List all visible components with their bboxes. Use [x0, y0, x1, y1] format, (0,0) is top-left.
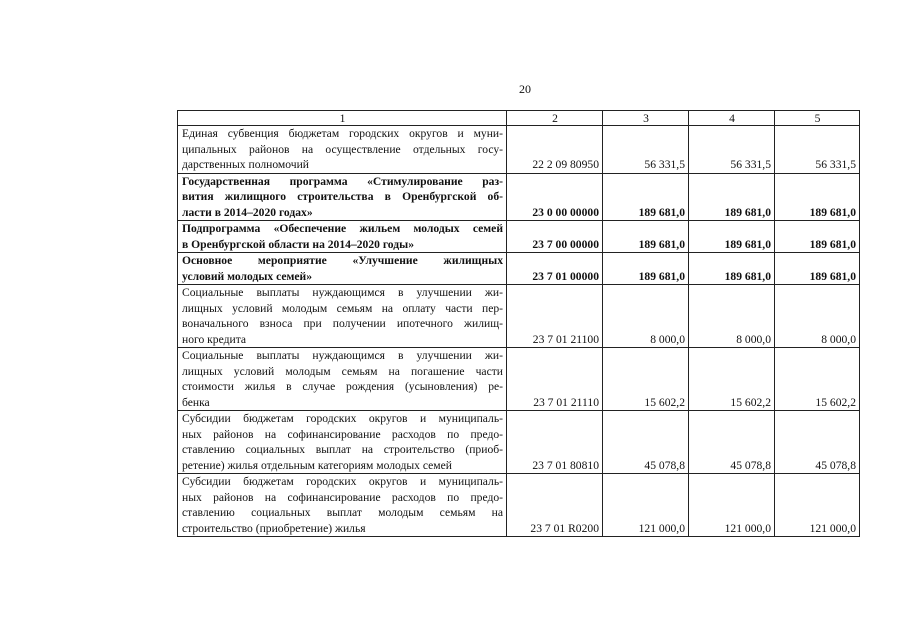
table-header-row [178, 111, 860, 126]
row-name-line: бенка [182, 395, 210, 409]
table-row [178, 348, 860, 411]
row-name-cell [178, 348, 507, 411]
header-col-4: 4 [689, 111, 775, 126]
row-value-col-3: 8 000,0 [603, 285, 689, 348]
row-name-line: Основное мероприятие «Улучшение жилищных [182, 254, 503, 267]
row-code-cell: 23 7 00 00000 [507, 221, 603, 253]
header-col-1: 1 [178, 111, 507, 126]
row-value-col-5: 15 602,2 [775, 348, 860, 411]
row-name-line: Единая субвенция бюджетам городских округов и муни- [182, 127, 503, 140]
row-name-line: вития жилищного строительства в Оренбургской об- [182, 190, 503, 203]
row-value-col-3: 189 681,0 [603, 253, 689, 285]
row-name-line: ласти в 2014–2020 годах» [182, 205, 313, 219]
row-name-line: лищных условий молодым семьям на погашение части [182, 364, 503, 378]
row-value-col-4: 189 681,0 [689, 253, 775, 285]
row-value-col-5: 45 078,8 [775, 411, 860, 474]
table-row [178, 285, 860, 348]
row-value-col-5: 56 331,5 [775, 126, 860, 174]
row-value-col-3: 121 000,0 [603, 474, 689, 537]
budget-table-body [178, 111, 860, 537]
row-name-line: строительство (приобретение) жилья [182, 521, 366, 535]
row-code-cell: 23 0 00 00000 [507, 173, 603, 221]
row-value-col-5: 189 681,0 [775, 221, 860, 253]
row-value-col-4: 45 078,8 [689, 411, 775, 474]
row-value-col-4: 189 681,0 [689, 221, 775, 253]
row-value-col-4: 189 681,0 [689, 173, 775, 221]
row-name-line: ного кредита [182, 332, 247, 346]
row-value-col-3: 189 681,0 [603, 173, 689, 221]
row-name-line: Субсидии бюджетам городских округов и муниципаль- [182, 412, 503, 425]
row-name-line: Социальные выплаты нуждающимся в улучшении жи- [182, 349, 503, 362]
row-code-cell: 23 7 01 R0200 [507, 474, 603, 537]
row-name-line: воначального взноса при получении ипотечного жилищ- [182, 317, 503, 330]
table-row [178, 253, 860, 285]
header-col-2: 2 [507, 111, 603, 126]
row-value-col-5: 8 000,0 [775, 285, 860, 348]
row-name-cell [178, 285, 507, 348]
row-code-cell: 23 7 01 21100 [507, 285, 603, 348]
row-name-line: стоимости жилья в случае рождения (усыновления) ре- [182, 380, 503, 393]
row-name-line: Подпрограмма «Обеспечение жильем молодых семей [182, 222, 503, 235]
header-col-5: 5 [775, 111, 860, 126]
table-row [178, 126, 860, 174]
row-value-col-4: 8 000,0 [689, 285, 775, 348]
row-name-cell [178, 221, 507, 253]
page-number: 20 [519, 82, 531, 96]
row-name-line: Социальные выплаты нуждающимся в улучшении жи- [182, 286, 503, 299]
row-code-cell: 22 2 09 80950 [507, 126, 603, 174]
row-name-line: ных районов на софинансирование расходов по предо- [182, 490, 503, 504]
row-value-col-5: 189 681,0 [775, 253, 860, 285]
row-name-cell [178, 253, 507, 285]
row-name-line: дарственных полномочий [182, 158, 309, 171]
table-row [178, 173, 860, 221]
table-row [178, 411, 860, 474]
row-name-cell [178, 411, 507, 474]
row-value-col-5: 121 000,0 [775, 474, 860, 537]
row-value-col-3: 189 681,0 [603, 221, 689, 253]
header-col-3: 3 [603, 111, 689, 126]
row-value-col-4: 15 602,2 [689, 348, 775, 411]
row-value-col-4: 121 000,0 [689, 474, 775, 537]
table-row [178, 221, 860, 253]
row-code-cell: 23 7 01 21110 [507, 348, 603, 411]
row-value-col-4: 56 331,5 [689, 126, 775, 174]
row-name-line: в Оренбургской области на 2014–2020 годы» [182, 237, 414, 251]
row-value-col-3: 45 078,8 [603, 411, 689, 474]
row-name-cell [178, 474, 507, 537]
row-name-line: ставлению социальных выплат молодым семьям на [182, 506, 503, 519]
budget-table [177, 110, 860, 537]
row-code-cell: 23 7 01 00000 [507, 253, 603, 285]
row-value-col-3: 15 602,2 [603, 348, 689, 411]
row-name-cell [178, 173, 507, 221]
row-name-line: условий молодых семей» [182, 269, 313, 283]
table-row [178, 474, 860, 537]
row-name-line: Государственная программа «Стимулирование раз- [182, 174, 503, 188]
row-value-col-3: 56 331,5 [603, 126, 689, 174]
row-name-line: ставлению социальных выплат на строительство (приоб- [182, 443, 503, 456]
row-name-line: ных районов на софинансирование расходов по предо- [182, 427, 503, 441]
row-name-cell [178, 126, 507, 174]
row-name-line: лищных условий молодым семьям на оплату части пер- [182, 301, 503, 315]
row-name-line: ципальных районов на осуществление отдельных госу- [182, 142, 503, 156]
row-value-col-5: 189 681,0 [775, 173, 860, 221]
row-name-line: ретение) жилья отдельным категориям молодых семей [182, 458, 452, 472]
row-code-cell: 23 7 01 80810 [507, 411, 603, 474]
row-name-line: Субсидии бюджетам городских округов и муниципаль- [182, 475, 503, 488]
